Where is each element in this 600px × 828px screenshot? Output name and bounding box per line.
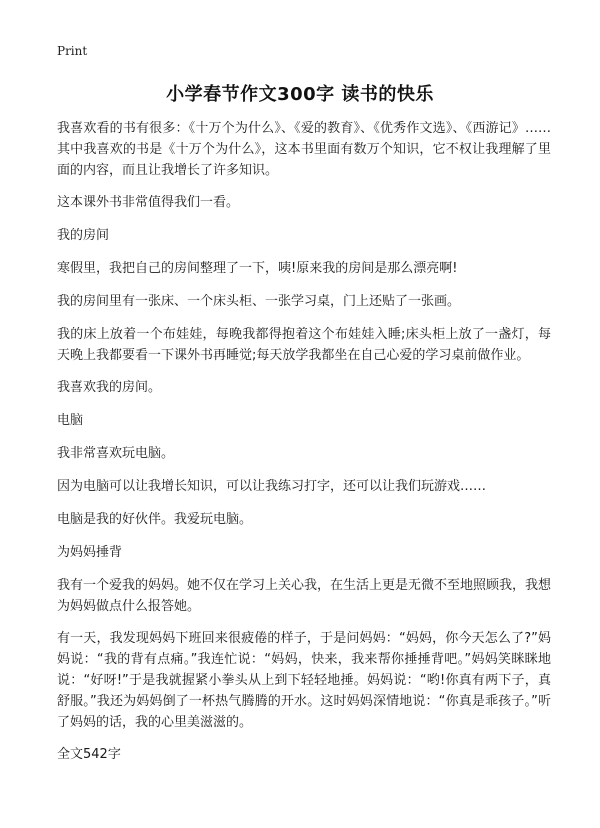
word-count: 全文542字 (57, 747, 121, 762)
section-heading-massage-mom: 为妈妈捶背 (57, 545, 123, 560)
paragraph-like-room: 我喜欢我的房间。 (57, 380, 162, 395)
section-heading-computer: 电脑 (57, 413, 84, 428)
document-title: 小学春节作文300字 读书的快乐 (166, 84, 434, 105)
paragraph-tidy-room: 寒假里，我把自己的房间整理了一下，咦!原来我的房间是那么漂亮啊! (57, 261, 458, 276)
paragraph-favorite-books: 我喜欢看的书有很多：《十万个为什么》、《爱的教育》、《优秀作文选》、《西游记》……其中我喜欢的书是《十万个为什么》，这本书里面有数万个知识，它不权让我理解了里面的内容，而且让我增长了许多知识。 (57, 121, 551, 178)
document-body (57, 118, 551, 777)
paragraph-computer-reasons: 因为电脑可以让我增长知识，可以让我练习打字，还可以让我们玩游戏…… (57, 479, 487, 494)
paragraph-room-furniture: 我的房间里有一张床、一个床头柜、一张学习桌，门上还贴了一张画。 (57, 294, 461, 309)
print-link[interactable]: Print (57, 44, 88, 58)
paragraph-room-details: 我的床上放着一个布娃娃，每晚我都得抱着这个布娃娃入睡;床头柜上放了一盏灯，每天晚上我都要看一下课外书再睡觉;每天放学我都坐在自己心爱的学习桌前做作业。 (57, 327, 551, 363)
paragraph-computer-partner: 电脑是我的好伙伴。我爱玩电脑。 (57, 512, 253, 527)
paragraph-worth-reading: 这本课外书非常值得我们一看。 (57, 195, 240, 210)
paragraph-like-computer: 我非常喜欢玩电脑。 (57, 446, 175, 461)
paragraph-massage-story: 有一天，我发现妈妈下班回来很疲倦的样子，于是问妈妈：“妈妈，你今天怎么了?”妈妈说：“我的背有点痛。”我连忙说：“妈妈，快来，我来帮你捶捶背吧。”妈妈笑眯眯地说：“好呀!”于是我就握紧小拳头从上到下轻轻地捶。妈妈说：“哟!你真有两下子，真舒服。”我还为妈妈倒了一杯热气腾腾的开水。这时妈妈深情地说：“你真是乖孩子。”听了妈妈的话，我的心里美滋滋的。 (57, 631, 551, 730)
paragraph-loving-mom: 我有一个爱我的妈妈。她不仅在学习上关心我，在生活上更是无微不至地照顾我，我想为妈妈做点什么报答她。 (57, 578, 552, 614)
section-heading-my-room: 我的房间 (57, 228, 110, 243)
